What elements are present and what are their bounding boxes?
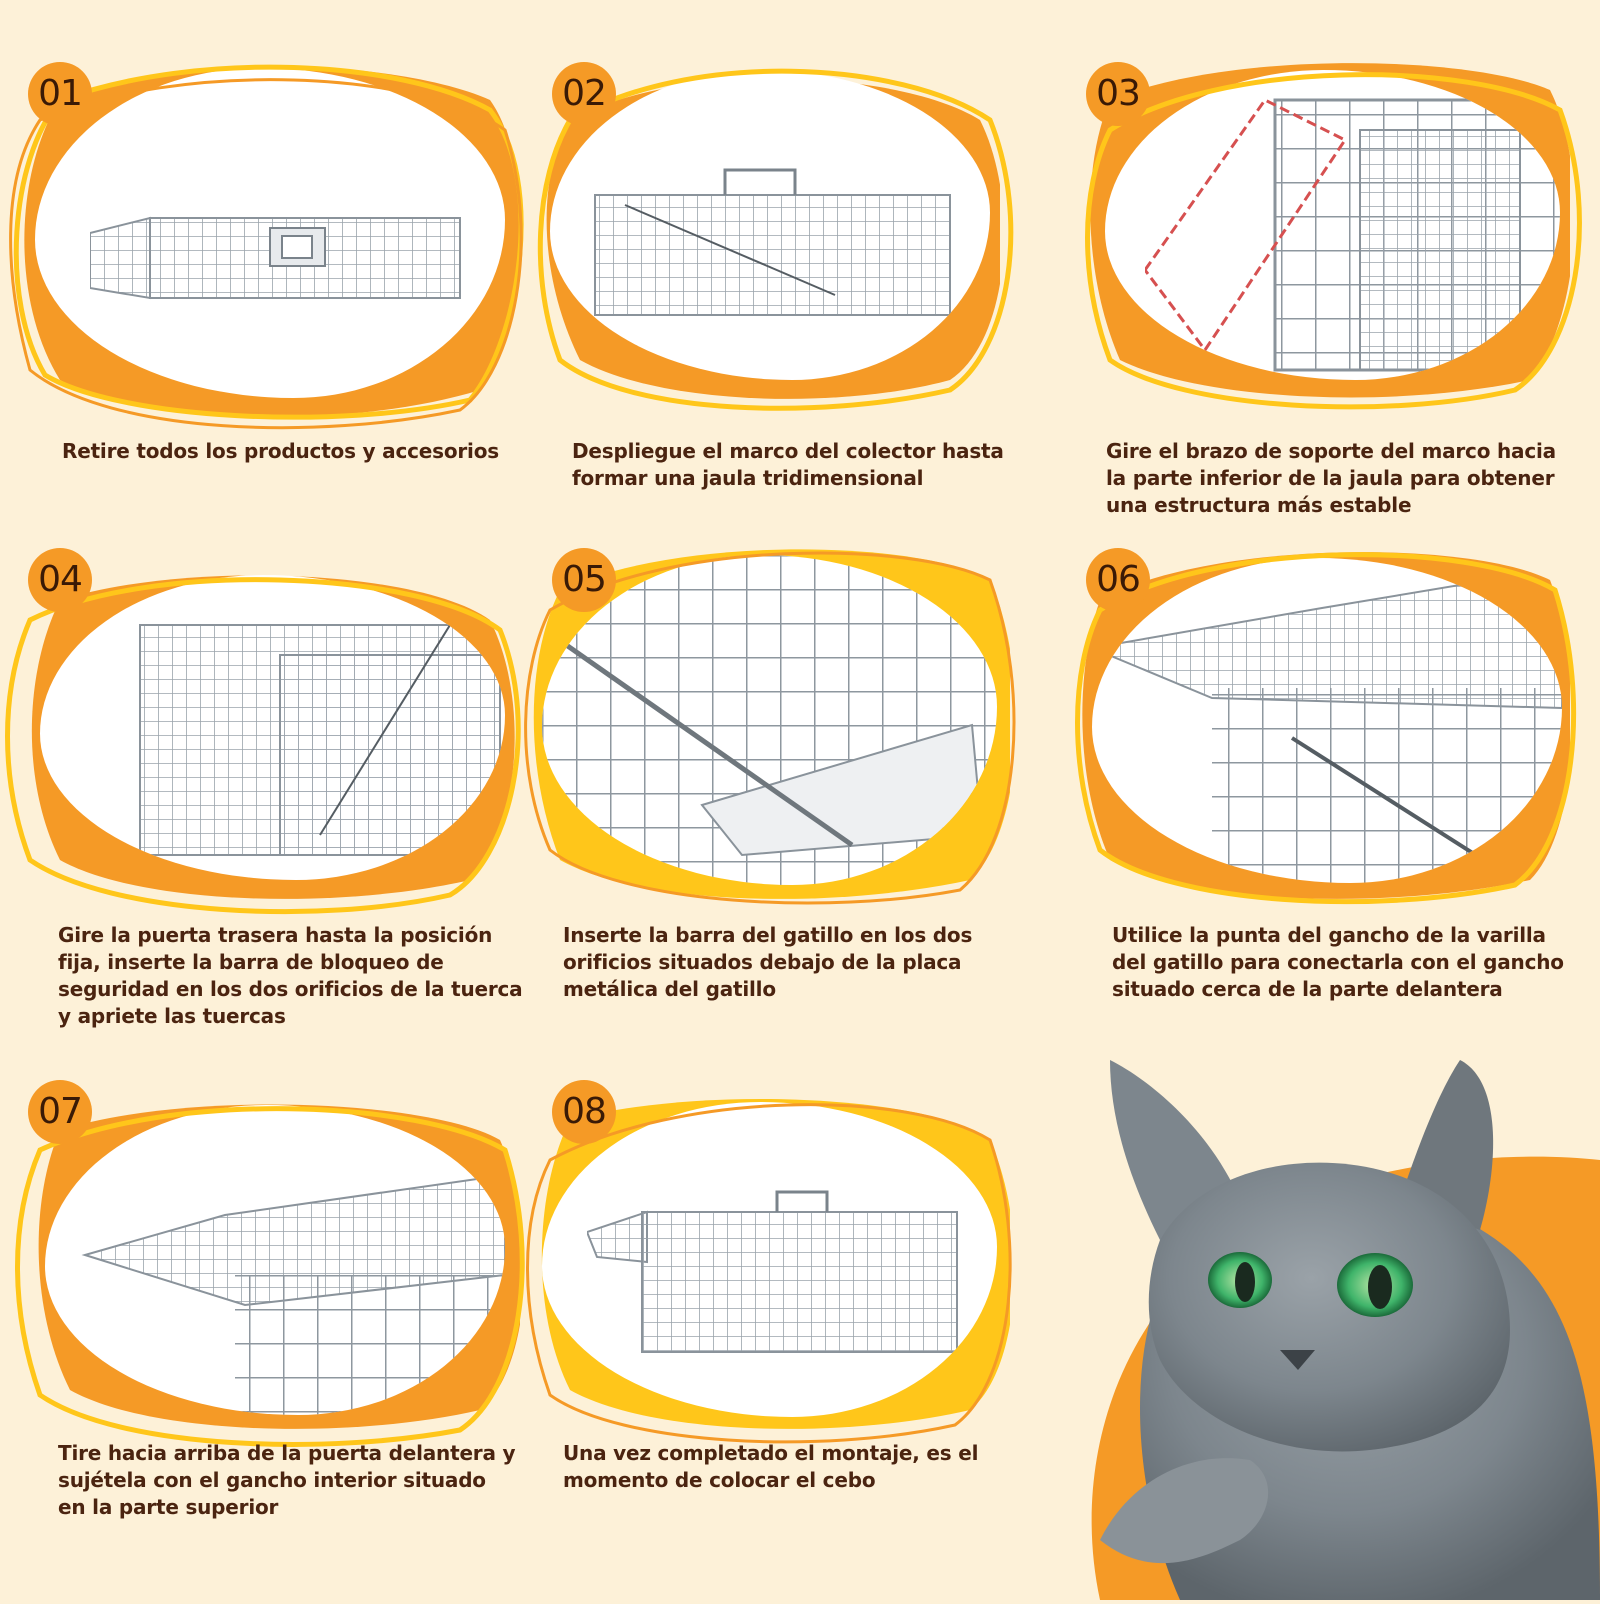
- step-06-cage-icon: [1092, 558, 1562, 883]
- step-badge: 01: [28, 62, 92, 126]
- step-03-frame: [1090, 60, 1570, 400]
- step-caption: Utilice la punta del gancho de la varilla del gatillo para conectarla con el gancho situado cerca de la parte delantera: [1112, 923, 1564, 1001]
- step-badge: 05: [552, 548, 616, 612]
- step-03-cage-icon: [1145, 80, 1560, 380]
- step-04-photo: [40, 575, 505, 880]
- step-caption: Gire la puerta trasera hasta la posición fija, inserte la barra de bloqueo de seguridad en los dos orificios de la tuerca y apriete las tuercas: [58, 923, 523, 1028]
- step-caption: Tire hacia arriba de la puerta delantera y sujétela con el gancho interior situado en la parte superior: [58, 1441, 516, 1519]
- step-caption: Despliegue el marco del colector hasta formar una jaula tridimensional: [572, 439, 1004, 490]
- step-05-photo: [542, 555, 997, 885]
- step-07-cage-icon: [45, 1105, 505, 1415]
- step-06-frame: [1080, 540, 1570, 900]
- step-01-cage-icon: [90, 208, 470, 318]
- step-01-frame: [20, 60, 520, 420]
- step-08-photo: [542, 1102, 997, 1417]
- step-05-cage-icon: [542, 555, 997, 885]
- step-badge: 07: [28, 1080, 92, 1144]
- step-badge: 03: [1086, 62, 1150, 126]
- step-01-photo: [35, 68, 505, 398]
- step-02-photo: [550, 70, 990, 380]
- step-04-cage-icon: [130, 595, 505, 865]
- step-caption: Inserte la barra del gatillo en los dos orificios situados debajo de la placa metálica del gatillo: [563, 923, 973, 1001]
- step-badge: 08: [552, 1080, 616, 1144]
- cat-icon: [1040, 1040, 1600, 1600]
- step-07-frame: [30, 1090, 520, 1430]
- step-caption: Retire todos los productos y accesorios: [62, 439, 499, 463]
- step-02-cage-icon: [585, 165, 965, 335]
- step-04-frame: [20, 560, 520, 900]
- step-caption: Una vez completado el montaje, es el momento de colocar el cebo: [563, 1441, 979, 1492]
- step-badge: 02: [552, 62, 616, 126]
- step-badge: 04: [28, 548, 92, 612]
- step-06-photo: [1092, 558, 1562, 883]
- step-badge: 06: [1086, 548, 1150, 612]
- step-08-frame: [530, 1090, 1010, 1430]
- step-07-photo: [45, 1105, 505, 1415]
- cat-illustration: [1040, 1040, 1600, 1600]
- step-caption: Gire el brazo de soporte del marco hacia la parte inferior de la jaula para obtener una estructura más estable: [1106, 439, 1556, 517]
- step-03-photo: [1105, 70, 1560, 380]
- step-08-cage-icon: [587, 1182, 967, 1362]
